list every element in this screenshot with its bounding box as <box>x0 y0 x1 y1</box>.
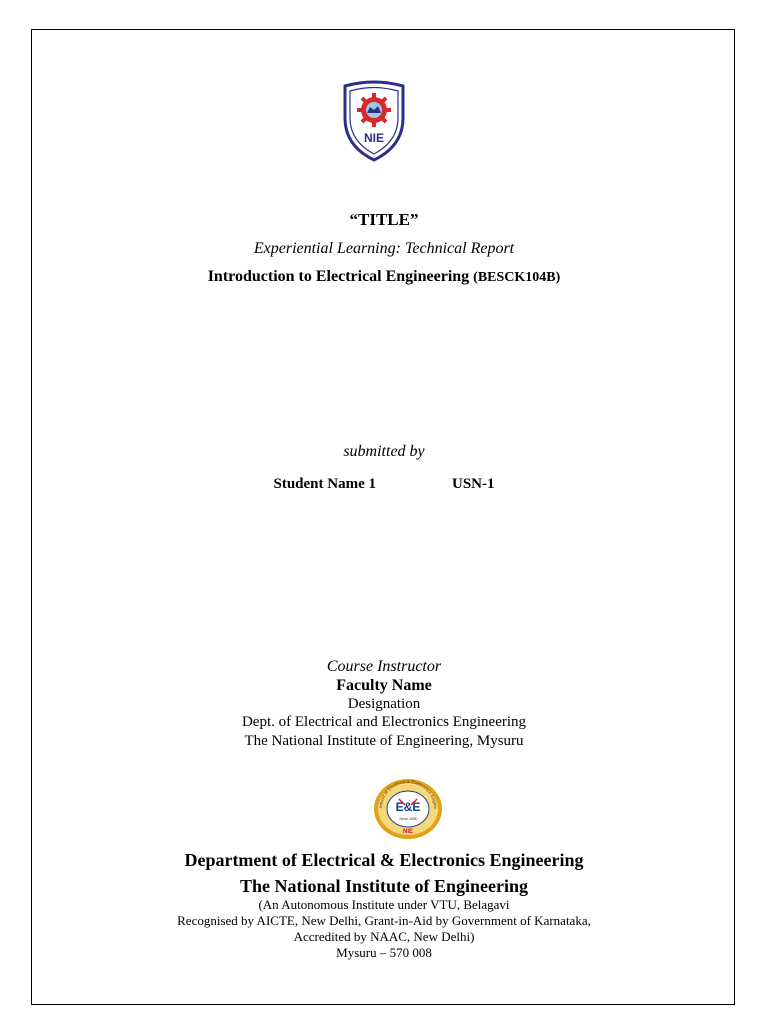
student-line <box>0 476 768 493</box>
footer-institute: The National Institute of Engineering <box>239 876 529 896</box>
submitted-by-label: submitted by <box>343 443 425 460</box>
footer-line-autonomous: (An Autonomous Institute under VTU, Belagavi <box>258 897 510 912</box>
eee-seal-center-text: E&E <box>395 800 421 814</box>
footer-department: Department of Electrical & Electronics Engineering <box>184 850 584 870</box>
course-title <box>0 268 768 286</box>
instructor-role: Course Instructor <box>326 658 442 675</box>
eee-seal-bottom-text: NIE <box>402 829 414 835</box>
student-name: Student Name 1 <box>273 476 376 492</box>
course-name: Introduction to Electrical Engineering <box>207 268 474 285</box>
footer-line-recognised: Recognised by AICTE, New Delhi, Grant-in-Aid by Government of Karnataka, <box>177 913 591 928</box>
report-title: “TITLE” <box>349 210 419 229</box>
faculty-designation: Designation <box>347 696 421 712</box>
faculty-department: Dept. of Electrical and Electronics Engineering <box>241 714 527 730</box>
nie-crest-logo <box>339 80 409 162</box>
eee-seal-since-text: Since 1958 <box>399 817 417 821</box>
footer-line-address: Mysuru – 570 008 <box>336 945 432 960</box>
report-subtitle: Experiential Learning: Technical Report <box>253 240 515 257</box>
footer-line-accredited: Accredited by NAAC, New Delhi) <box>293 929 475 944</box>
course-code: (BESCK104B) <box>473 270 561 285</box>
eee-seal-ring-text: rtment of Electrical & Electronics Engine <box>378 778 439 810</box>
student-usn: USN-1 <box>452 476 495 492</box>
faculty-institute: The National Institute of Engineering, Mysuru <box>244 733 524 749</box>
faculty-name: Faculty Name <box>336 677 432 694</box>
nie-crest-text: NIE <box>363 131 385 145</box>
eee-department-seal-logo <box>372 778 444 840</box>
